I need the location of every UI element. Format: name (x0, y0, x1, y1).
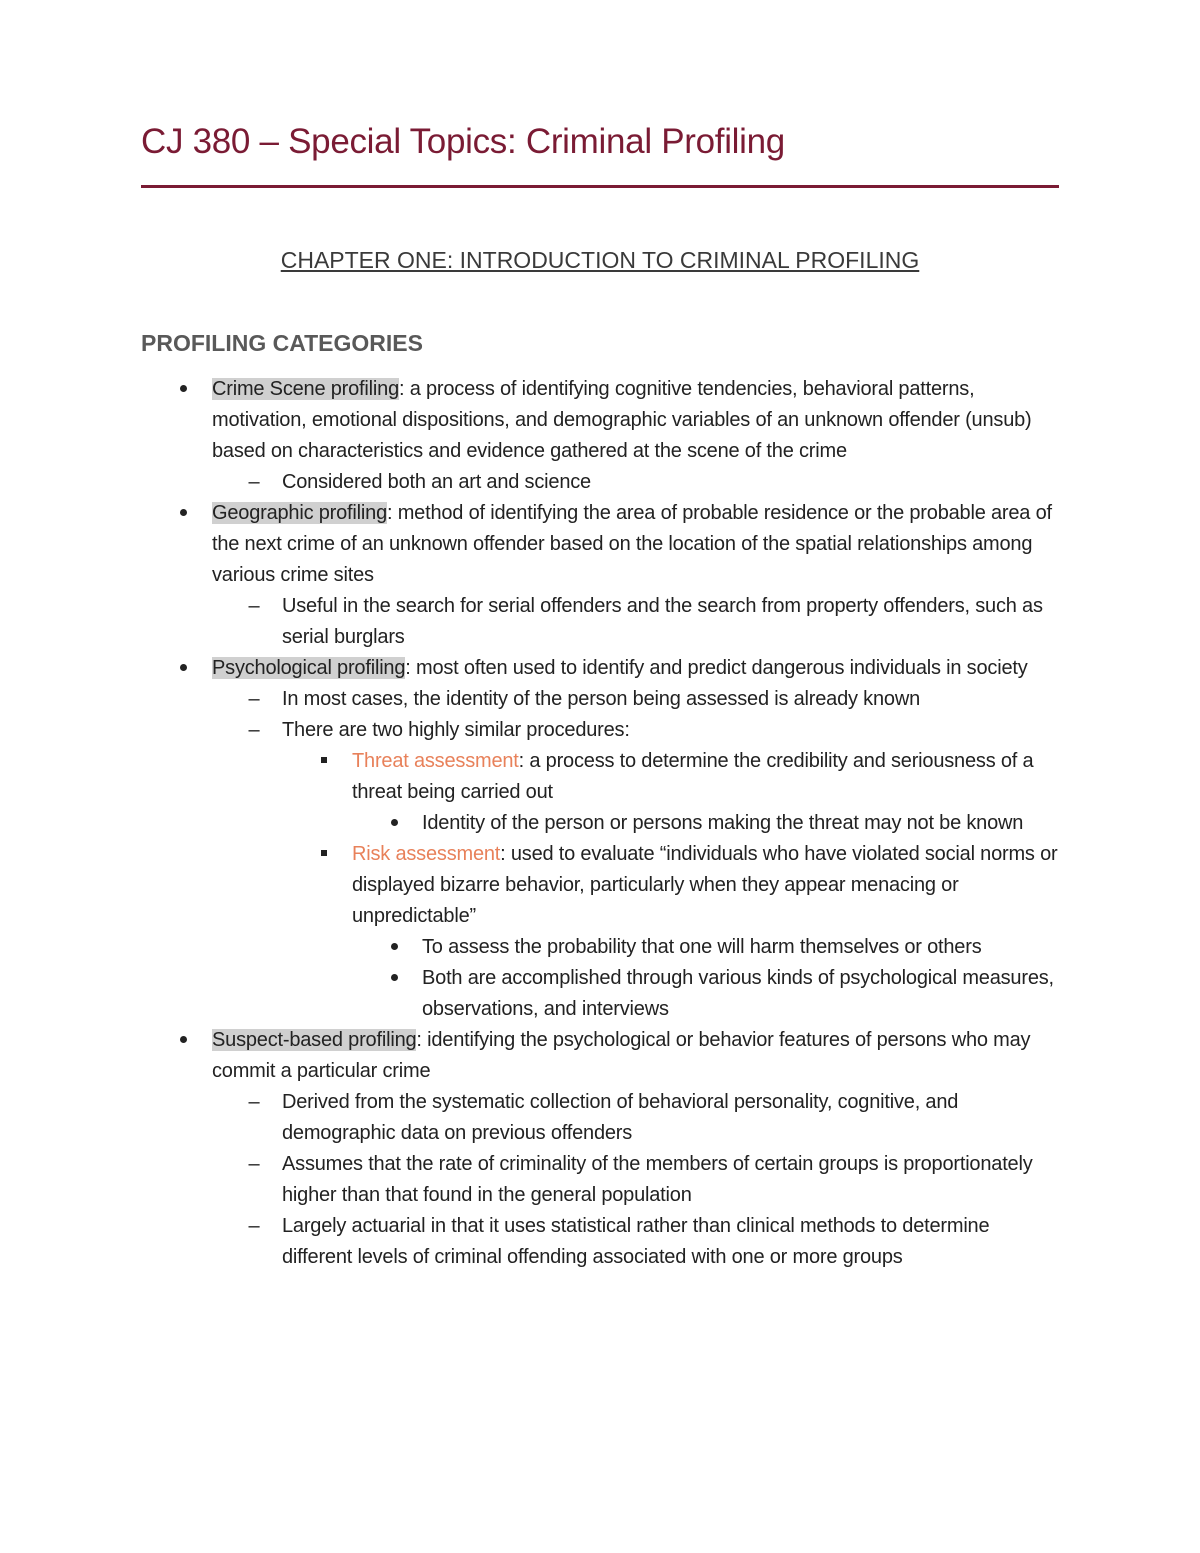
sub-item-text: Useful in the search for serial offenders and the search from property offenders, such as serial burglars (282, 595, 1043, 648)
sub-item-text: Assumes that the rate of criminality of the members of certain groups is proportionately higher than that found in the general population (282, 1153, 1033, 1206)
document-title: CJ 380 – Special Topics: Criminal Profiling (141, 122, 785, 161)
list-item (141, 498, 1059, 653)
term-definition: : identifying the psychological or behavior features of persons who may commit a particular crime (212, 1029, 1031, 1082)
sub-item (212, 591, 1059, 653)
section-heading: PROFILING CATEGORIES (141, 330, 423, 356)
profiling-categories-list (141, 374, 1059, 1273)
procedure-item (282, 746, 1059, 839)
list-item (141, 374, 1059, 498)
sub-list (212, 684, 1059, 1025)
procedure-definition: : a process to determine the credibility and seriousness of a threat being carried out (352, 750, 1034, 803)
procedure-list (282, 746, 1059, 1025)
dash-icon: – (248, 1091, 260, 1113)
bullet-icon (173, 498, 193, 529)
bullet-icon (384, 963, 404, 994)
note-item (352, 808, 1059, 839)
dash-icon: – (248, 1153, 260, 1175)
bullet-icon (173, 374, 193, 405)
list-item (141, 653, 1059, 1025)
note-text: To assess the probability that one will harm themselves or others (422, 936, 982, 958)
procedure-notes (352, 932, 1059, 1025)
dash-icon: – (248, 595, 260, 617)
sub-item (212, 1149, 1059, 1211)
note-text: Identity of the person or persons making the threat may not be known (422, 812, 1024, 834)
bullet-icon (173, 1025, 193, 1056)
bullet-icon (384, 932, 404, 963)
sub-item (212, 467, 1059, 498)
term-highlight: Geographic profiling (212, 502, 387, 524)
sub-item-text: Considered both an art and science (282, 471, 591, 493)
procedure-term: Risk assessment (352, 843, 501, 865)
term-definition: : most often used to identify and predict dangerous individuals in society (405, 657, 1028, 679)
procedure-notes (352, 808, 1059, 839)
procedure-item (282, 839, 1059, 1025)
sub-item (212, 684, 1059, 715)
title-divider (141, 185, 1059, 188)
dash-icon: – (248, 688, 260, 710)
term-highlight: Crime Scene profiling (212, 378, 399, 400)
square-bullet-icon (314, 839, 334, 870)
sub-item (212, 1211, 1059, 1273)
list-item (141, 1025, 1059, 1273)
note-text: Both are accomplished through various kinds of psychological measures, observations, and interviews (422, 967, 1054, 1020)
term-definition: : method of identifying the area of probable residence or the probable area of the next crime of an unknown offender based on the location of the spatial relationships among various crime sites (212, 502, 1052, 586)
sub-item-text: In most cases, the identity of the person being assessed is already known (282, 688, 920, 710)
bullet-icon (384, 808, 404, 839)
sub-list (212, 591, 1059, 653)
square-bullet-icon (314, 746, 334, 777)
note-item (352, 963, 1059, 1025)
term-definition: : a process of identifying cognitive tendencies, behavioral patterns, motivation, emotional dispositions, and demographic variables of an unknown offender (unsub) based on characteristics and evidence gathered at the scene of the crime (212, 378, 1032, 462)
notes-body (141, 374, 1059, 1273)
sub-item-text: Largely actuarial in that it uses statistical rather than clinical methods to determine different levels of criminal offending associated with one or more groups (282, 1215, 990, 1268)
note-item (352, 932, 1059, 963)
procedure-term: Threat assessment (352, 750, 519, 772)
dash-icon: – (248, 471, 260, 493)
chapter-heading: CHAPTER ONE: INTRODUCTION TO CRIMINAL PROFILING (280, 247, 920, 273)
sub-list (212, 1087, 1059, 1273)
bullet-icon (173, 653, 193, 684)
procedure-definition: : used to evaluate “individuals who have violated social norms or displayed bizarre behavior, particularly when they appear menacing or unpredictable” (352, 843, 1058, 927)
sub-item (212, 1087, 1059, 1149)
sub-item-text: Derived from the systematic collection of behavioral personality, cognitive, and demographic data on previous offenders (282, 1091, 959, 1144)
sub-item-text: There are two highly similar procedures: (282, 719, 630, 741)
sub-list (212, 467, 1059, 498)
sub-item (212, 715, 1059, 1025)
dash-icon: – (248, 719, 260, 741)
term-highlight: Suspect-based profiling (212, 1029, 417, 1051)
term-highlight: Psychological profiling (212, 657, 406, 679)
dash-icon: – (248, 1215, 260, 1237)
